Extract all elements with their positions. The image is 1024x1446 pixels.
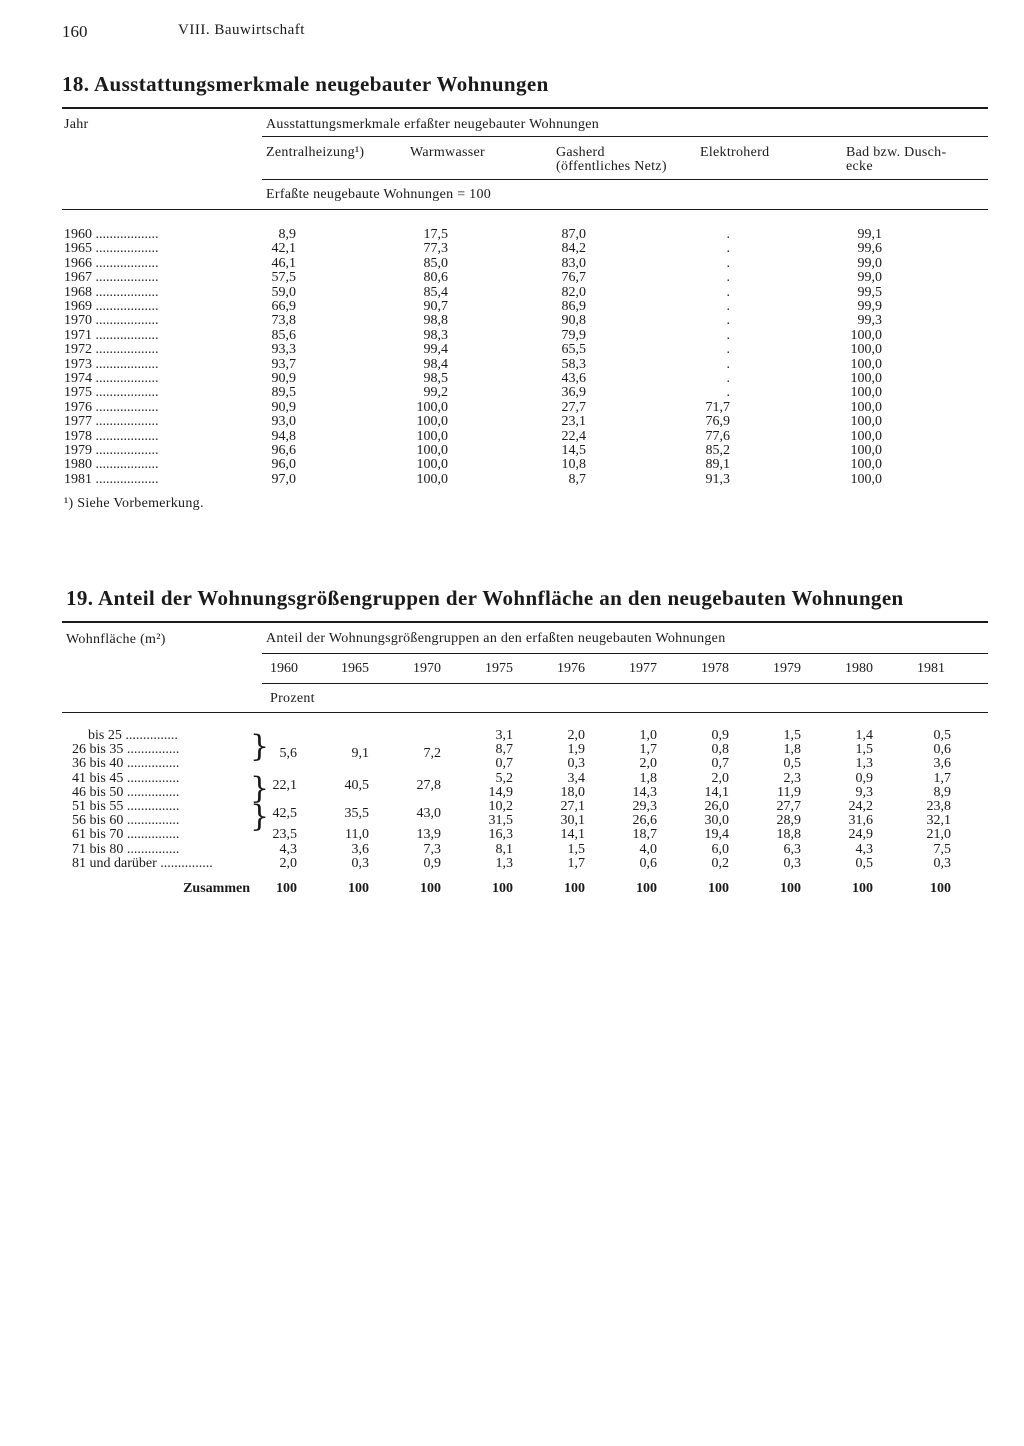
table19-col-label: Wohnfläche (m²) [66,632,166,647]
table19-value-cell: 14,3 [632,785,657,800]
table19-total-cell: 100 [852,881,873,896]
table18-year-cell: 1980 .................. [64,458,159,472]
table18-value-cell: 100,0 [416,443,448,458]
table19-value-cell: 24,2 [848,799,873,814]
table19-total-cell: 100 [930,881,951,896]
table18-value-cell: 99,9 [857,299,882,314]
table19-value-cell: 5,2 [495,771,513,786]
table19-value-cell: 22,1 [272,778,297,793]
table18-year-cell: 1960 .................. [64,228,159,242]
table18-value-cell: 85,2 [705,443,730,458]
table18-value-cell: 43,6 [561,371,586,386]
table18-group-header: Ausstattungsmerkmale erfaßter neugebauter Wohnungen [266,117,600,132]
table18-value-cell: 100,0 [850,414,882,429]
table18-value-cell: 36,9 [561,385,586,400]
table19-row-label: bis 25 ............... [88,729,178,743]
table18-value-cell: . [726,285,730,300]
table19-total-cell: 100 [780,881,801,896]
table19-total-label: Zusammen [183,881,250,896]
chapter-heading: VIII. Bauwirtschaft [178,22,305,38]
table19-row-label: 36 bis 40 ............... [72,757,180,771]
table19-value-cell: 8,7 [495,742,513,757]
table19-total-cell: 100 [492,881,513,896]
table18-col-bath: Bad bzw. Dusch- [846,145,947,160]
table19-row-label: 71 bis 80 ............... [72,843,180,857]
table19-value-cell: 0,5 [783,756,801,771]
table19-row-label: 46 bis 50 ............... [72,786,180,800]
table18-value-cell: . [726,328,730,343]
table18-value-cell: 42,1 [271,241,296,256]
table19-value-cell: 0,6 [933,742,951,757]
table19-row-label: 26 bis 35 ............... [72,743,180,757]
table18-value-cell: . [726,371,730,386]
table19-total-cell: 100 [636,881,657,896]
table19-value-cell: 0,3 [933,856,951,871]
table19-group-header: Anteil der Wohnungsgrößengruppen an den erfaßten neugebauten Wohnungen [266,631,726,646]
table19-value-cell: 1,7 [933,771,951,786]
table18-top-rule [62,107,988,109]
table18-year-cell: 1968 .................. [64,286,159,300]
table19-value-cell: 2,3 [783,771,801,786]
table19-value-cell: 1,7 [567,856,585,871]
table19-value-cell: 31,5 [488,813,513,828]
table18-value-cell: 100,0 [850,400,882,415]
table19-total-cell: 100 [348,881,369,896]
table19-value-cell: 30,1 [560,813,585,828]
table19-value-cell: 2,0 [711,771,729,786]
table18-unit-rule [262,179,988,180]
table18-year-cell: 1971 .................. [64,329,159,343]
table18-col-heating: Zentralheizung¹) [266,145,365,160]
table18-year-cell: 1972 .................. [64,343,159,357]
table18-value-cell: 100,0 [416,414,448,429]
table19-value-cell: 0,6 [639,856,657,871]
table18-body-rule [62,209,988,210]
table19-group-rule [262,653,988,654]
table18-value-cell: 76,7 [561,270,586,285]
table19-row-label: 51 bis 55 ............... [72,800,180,814]
table19-value-cell: 0,9 [855,771,873,786]
table18-value-cell: 100,0 [416,429,448,444]
table18-value-cell: 22,4 [561,429,586,444]
table19-year-header: 1970 [413,661,441,676]
table19-value-cell: 27,7 [776,799,801,814]
table19-value-cell: 2,0 [639,756,657,771]
table18-value-cell: 98,3 [423,328,448,343]
table18-value-cell: 99,0 [857,270,882,285]
table18-year-cell: 1978 .................. [64,430,159,444]
table19-value-cell: 9,3 [855,785,873,800]
table18-value-cell: 93,0 [271,414,296,429]
table19-unit-rule [262,683,988,684]
table18-value-cell: 77,3 [423,241,448,256]
table19-value-cell: 1,3 [495,856,513,871]
table18-value-cell: 23,1 [561,414,586,429]
table18-value-cell: . [726,313,730,328]
table18-footnote: ¹) Siehe Vorbemerkung. [64,496,204,511]
table18-value-cell: 17,5 [423,227,448,242]
table19-value-cell: 1,4 [855,728,873,743]
table18-value-cell: 10,8 [561,457,586,472]
table19-value-cell: 0,9 [711,728,729,743]
table18-value-cell: 91,3 [705,472,730,487]
table19-value-cell: 27,8 [416,778,441,793]
table19-value-cell: 4,3 [855,842,873,857]
table19-value-cell: 3,6 [351,842,369,857]
table19-row-label: 41 bis 45 ............... [72,772,180,786]
table18-value-cell: 65,5 [561,342,586,357]
table18-value-cell: . [726,385,730,400]
table19-value-cell: 1,5 [783,728,801,743]
table18-value-cell: 86,9 [561,299,586,314]
table19-value-cell: 7,5 [933,842,951,857]
table19-value-cell: 7,2 [423,746,441,761]
table19-value-cell: 4,0 [639,842,657,857]
table19-year-header: 1980 [845,661,873,676]
table19-value-cell: 43,0 [416,806,441,821]
table18-value-cell: 82,0 [561,285,586,300]
table19-value-cell: 18,8 [776,827,801,842]
table19-value-cell: 0,2 [711,856,729,871]
table19-value-cell: 26,6 [632,813,657,828]
table18-value-cell: 99,0 [857,256,882,271]
table19-value-cell: 1,8 [783,742,801,757]
table18-year-cell: 1981 .................. [64,473,159,487]
table19-year-header: 1960 [270,661,298,676]
table19-value-cell: 4,3 [279,842,297,857]
table18-value-cell: 58,3 [561,357,586,372]
table18-value-cell: 93,7 [271,357,296,372]
table18-value-cell: 84,2 [561,241,586,256]
table18-value-cell: 87,0 [561,227,586,242]
table18-value-cell: 90,9 [271,371,296,386]
table19-value-cell: 30,0 [704,813,729,828]
table19-value-cell: 1,8 [639,771,657,786]
table18-value-cell: 73,8 [271,313,296,328]
table18-value-cell: 99,2 [423,385,448,400]
table18-value-cell: 83,0 [561,256,586,271]
table18-value-cell: 96,0 [271,457,296,472]
table18-value-cell: 14,5 [561,443,586,458]
table18-value-cell: 99,6 [857,241,882,256]
table18-year-cell: 1967 .................. [64,271,159,285]
table19-value-cell: 14,9 [488,785,513,800]
table19-title: 19. Anteil der Wohnungsgrößengruppen der Wohnfläche an den neugebauten Wohnungen [66,586,904,610]
table18-value-cell: 100,0 [416,457,448,472]
brace-group-3: } [250,799,270,834]
table19-value-cell: 0,3 [351,856,369,871]
table19-value-cell: 35,5 [344,806,369,821]
table19-total-cell: 100 [564,881,585,896]
table18-value-cell: 90,9 [271,400,296,415]
table19-value-cell: 27,1 [560,799,585,814]
table19-value-cell: 13,9 [416,827,441,842]
table19-total-cell: 100 [420,881,441,896]
table18-value-cell: 100,0 [416,400,448,415]
table19-value-cell: 6,3 [783,842,801,857]
table18-value-cell: 100,0 [416,472,448,487]
table18-title: 18. Ausstattungsmerkmale neugebauter Wohnungen [62,72,549,96]
table18-value-cell: 66,9 [271,299,296,314]
table19-value-cell: 8,9 [933,785,951,800]
table19-value-cell: 21,0 [926,827,951,842]
table19-value-cell: 11,0 [345,827,369,842]
table19-value-cell: 0,5 [933,728,951,743]
table19-value-cell: 14,1 [704,785,729,800]
table18-value-cell: 100,0 [850,328,882,343]
table19-value-cell: 1,3 [855,756,873,771]
table18-value-cell: 8,7 [568,472,586,487]
table19-value-cell: 2,0 [279,856,297,871]
table19-year-header: 1979 [773,661,801,676]
table18-year-cell: 1975 .................. [64,386,159,400]
table18-year-cell: 1966 .................. [64,257,159,271]
table19-value-cell: 0,9 [423,856,441,871]
table18-value-cell: 99,3 [857,313,882,328]
table19-value-cell: 18,0 [560,785,585,800]
table18-value-cell: 71,7 [705,400,730,415]
table19-body-rule [62,712,988,713]
table19-value-cell: 32,1 [926,813,951,828]
table19-value-cell: 1,5 [855,742,873,757]
table19-year-header: 1978 [701,661,729,676]
table19-value-cell: 0,3 [783,856,801,871]
table19-value-cell: 23,5 [272,827,297,842]
table19-value-cell: 2,0 [567,728,585,743]
table18-col-electric: Elektroherd [700,145,770,160]
table18-value-cell: 46,1 [271,256,296,271]
table18-value-cell: 99,4 [423,342,448,357]
table19-value-cell: 24,9 [848,827,873,842]
table18-col-year: Jahr [64,117,89,132]
table19-value-cell: 1,7 [639,742,657,757]
table19-row-label: 81 und darüber ............... [72,857,213,871]
table18-value-cell: 97,0 [271,472,296,487]
table18-year-cell: 1974 .................. [64,372,159,386]
table19-total-cell: 100 [276,881,297,896]
table19-value-cell: 1,0 [639,728,657,743]
table19-value-cell: 0,3 [567,756,585,771]
table19-year-header: 1981 [917,661,945,676]
table19-year-header: 1977 [629,661,657,676]
table19-value-cell: 29,3 [632,799,657,814]
table18-value-cell: 27,7 [561,400,586,415]
table19-value-cell: 5,6 [279,746,297,761]
table18-value-cell: 90,8 [561,313,586,328]
table18-value-cell: 98,5 [423,371,448,386]
table18-value-cell: 85,4 [423,285,448,300]
table18-value-cell: 98,8 [423,313,448,328]
table19-value-cell: 3,1 [495,728,513,743]
table18-value-cell: 99,5 [857,285,882,300]
table19-value-cell: 23,8 [926,799,951,814]
brace-group-1: } [250,729,270,764]
table18-value-cell: 100,0 [850,371,882,386]
table18-value-cell: 89,1 [705,457,730,472]
table18-value-cell: 93,3 [271,342,296,357]
table19-value-cell: 3,4 [567,771,585,786]
table19-unit: Prozent [270,691,315,706]
table19-value-cell: 40,5 [344,778,369,793]
table19-value-cell: 18,7 [632,827,657,842]
table18-year-cell: 1976 .................. [64,401,159,415]
table18-value-cell: 100,0 [850,472,882,487]
table18-value-cell: . [726,357,730,372]
table18-year-cell: 1969 .................. [64,300,159,314]
table18-value-cell: 99,1 [857,227,882,242]
table19-value-cell: 16,3 [488,827,513,842]
table18-value-cell: 80,6 [423,270,448,285]
table18-col-gas-sub: (öffentliches Netz) [556,159,667,174]
table18-value-cell: 89,5 [271,385,296,400]
table19-value-cell: 0,7 [495,756,513,771]
table18-value-cell: 85,0 [423,256,448,271]
table19-value-cell: 26,0 [704,799,729,814]
table18-year-cell: 1973 .................. [64,358,159,372]
table19-value-cell: 1,5 [567,842,585,857]
table19-value-cell: 3,6 [933,756,951,771]
table19-total-cell: 100 [708,881,729,896]
table18-year-cell: 1970 .................. [64,314,159,328]
table18-value-cell: 59,0 [271,285,296,300]
table18-group-rule [262,136,988,137]
table19-value-cell: 10,2 [488,799,513,814]
table19-value-cell: 0,8 [711,742,729,757]
brace-group-2: } [250,771,270,806]
table19-value-cell: 42,5 [272,806,297,821]
table18-year-cell: 1977 .................. [64,415,159,429]
table18-value-cell: . [726,227,730,242]
page-number: 160 [62,22,88,41]
table18-value-cell: 85,6 [271,328,296,343]
table18-value-cell: 94,8 [271,429,296,444]
table18-value-cell: . [726,241,730,256]
table19-value-cell: 0,7 [711,756,729,771]
table19-value-cell: 8,1 [495,842,513,857]
table18-col-bath-sub: ecke [846,159,873,174]
table18-year-cell: 1965 .................. [64,242,159,256]
table18-value-cell: . [726,270,730,285]
table18-value-cell: . [726,256,730,271]
table19-top-rule [62,621,988,623]
table18-value-cell: 98,4 [423,357,448,372]
table18-value-cell: 76,9 [705,414,730,429]
table18-value-cell: 100,0 [850,443,882,458]
table19-value-cell: 9,1 [351,746,369,761]
table18-col-hotwater: Warmwasser [410,145,485,160]
table18-col-gas: Gasherd [556,145,605,160]
table18-value-cell: 57,5 [271,270,296,285]
table18-value-cell: . [726,342,730,357]
table18-value-cell: 100,0 [850,457,882,472]
table19-value-cell: 28,9 [776,813,801,828]
table18-value-cell: 100,0 [850,342,882,357]
table19-row-label: 56 bis 60 ............... [72,814,180,828]
table18-value-cell: 100,0 [850,357,882,372]
table18-value-cell: 79,9 [561,328,586,343]
table19-value-cell: 1,9 [567,742,585,757]
table18-value-cell: 100,0 [850,429,882,444]
table18-value-cell: 77,6 [705,429,730,444]
table19-row-label: 61 bis 70 ............... [72,828,180,842]
table18-value-cell: . [726,299,730,314]
table19-value-cell: 14,1 [560,827,585,842]
table18-value-cell: 8,9 [278,227,296,242]
table19-year-header: 1976 [557,661,585,676]
table19-year-header: 1965 [341,661,369,676]
table19-value-cell: 7,3 [423,842,441,857]
table18-value-cell: 90,7 [423,299,448,314]
table18-year-cell: 1979 .................. [64,444,159,458]
table19-value-cell: 0,5 [855,856,873,871]
table19-value-cell: 11,9 [777,785,801,800]
table18-unit: Erfaßte neugebaute Wohnungen = 100 [266,187,492,202]
table19-year-header: 1975 [485,661,513,676]
table18-value-cell: 96,6 [271,443,296,458]
table18-value-cell: 100,0 [850,385,882,400]
table19-value-cell: 31,6 [848,813,873,828]
table19-value-cell: 6,0 [711,842,729,857]
table19-value-cell: 19,4 [704,827,729,842]
